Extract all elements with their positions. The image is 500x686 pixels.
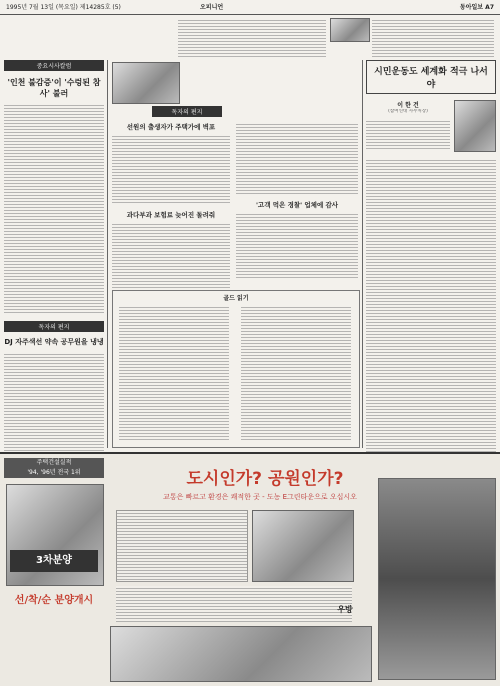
left-headline: '인천 불감증'이 '수렁된 참사' 불러 (7, 78, 101, 98)
poem-box-title: 골드 읽기 (223, 295, 249, 302)
article-title: '고객 먹은 경찰' 업체에 감사 (255, 201, 339, 209)
article-body (236, 122, 358, 194)
left-second-headline: DJ 자주색선 약속 공무원을 냉냉 (4, 338, 104, 346)
left-box-title: 중요시사칼럼 (4, 60, 104, 71)
center-section-label: 독자의 편지 (152, 106, 222, 117)
header-notice-text (178, 18, 326, 58)
right-body-text (366, 158, 496, 468)
ad-left-banner: 3차분양 (10, 550, 98, 572)
left-second-box-title: 독자의 편지 (4, 321, 104, 332)
article-title: 과다부과 보험료 늦어진 돌려줘 (126, 211, 216, 219)
left-column (4, 60, 104, 450)
ad-details-text (116, 586, 352, 622)
ad-subheadline: 교통은 빠르고 환경은 쾌적한 곳 - 도농 E그린타운으로 오십시오 (163, 493, 357, 501)
advertisement (0, 452, 500, 686)
right-headline: 시민운동도 세계화 적극 나서야 (374, 67, 488, 90)
section-title: 오피니언 (200, 4, 224, 11)
column-divider (362, 60, 363, 448)
ad-map (252, 510, 354, 582)
poem-box (112, 290, 360, 448)
ad-headline: 도시인가? 공원인가? (186, 469, 344, 489)
issue-info: 1995년 7월 13일 (목요일) 제14285호 (5) (6, 4, 121, 11)
header-thumbnail (330, 18, 370, 42)
header-notice-text-right (372, 18, 494, 58)
ad-slogan: 선/착/순 분양개시 (14, 595, 94, 606)
ad-badge-line1: 주택건설실적 (36, 459, 72, 466)
article-title: 선원의 출생자가 주택가에 벽포 (126, 123, 216, 131)
ad-badge-line2: '94, '96년 전국 1위 (27, 469, 81, 476)
left-body-text (4, 103, 104, 313)
author-name: 이 한 건 (397, 102, 419, 109)
author-title: (참여연대 사무처장) (388, 109, 428, 114)
article-body (236, 212, 358, 280)
ad-forest-photo (378, 478, 496, 680)
ad-info-panel (116, 510, 248, 582)
poem-text (119, 305, 229, 441)
masthead (0, 0, 500, 15)
ad-buildings-image (110, 626, 372, 682)
page-number: 동아일보 A7 (459, 4, 494, 11)
column-divider (107, 60, 108, 448)
ad-brand: 우방 (337, 605, 353, 614)
author-portrait (454, 100, 496, 152)
right-column (366, 60, 496, 450)
ad-badge (4, 458, 104, 478)
right-intro-text (366, 119, 450, 149)
poem-text (241, 305, 351, 441)
center-photo (112, 62, 180, 104)
center-column (112, 62, 358, 448)
article-body (112, 134, 230, 204)
article-body (112, 222, 230, 292)
